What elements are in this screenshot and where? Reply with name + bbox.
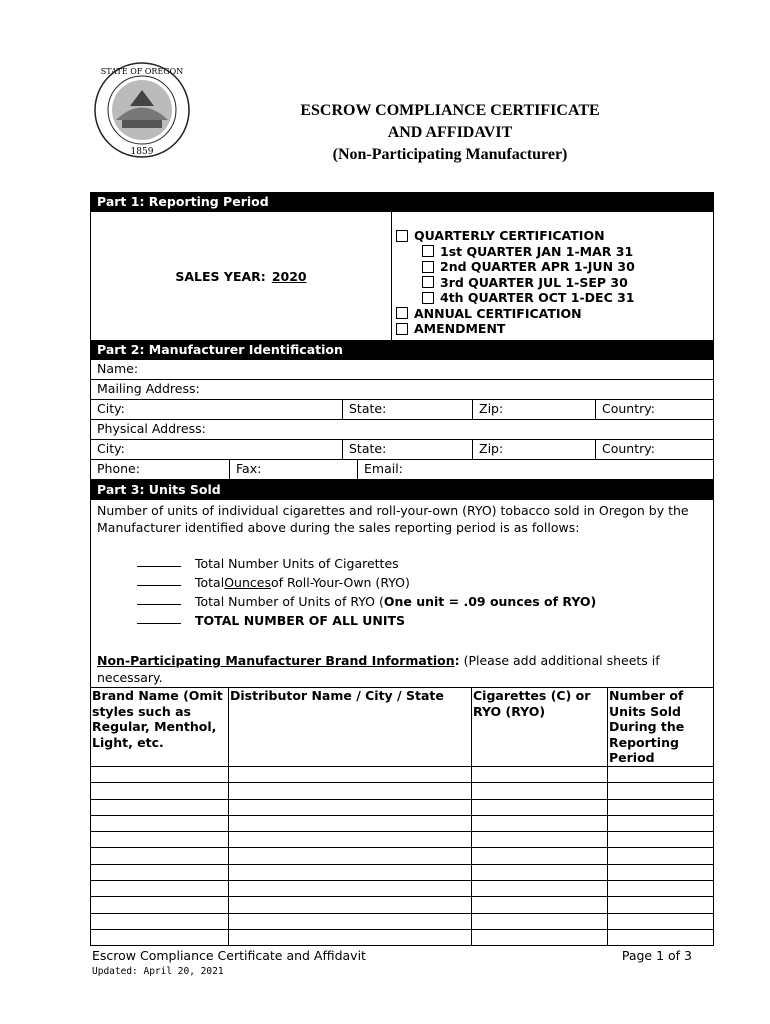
mailing-country-field[interactable]: Country: — [602, 401, 655, 416]
table-cell[interactable] — [472, 815, 608, 831]
table-cell[interactable] — [608, 848, 714, 864]
certification-options — [392, 212, 713, 340]
table-cell[interactable] — [229, 848, 472, 864]
table-cell[interactable] — [608, 767, 714, 783]
table-cell[interactable] — [608, 913, 714, 929]
table-cell[interactable] — [608, 799, 714, 815]
email-field[interactable]: Email: — [364, 461, 403, 476]
part1-heading: Part 1: Reporting Period — [90, 192, 714, 212]
document-title: ESCROW COMPLIANCE CERTIFICATE AND AFFIDAVIT (Non-Participating Manufacturer) — [300, 102, 600, 163]
part2-heading: Part 2: Manufacturer Identification — [90, 340, 714, 360]
physical-address-field[interactable]: Physical Address: — [97, 421, 206, 436]
total-units-input[interactable] — [137, 611, 181, 624]
table-cell[interactable] — [229, 913, 472, 929]
checkbox[interactable] — [396, 323, 408, 335]
table-cell[interactable] — [229, 881, 472, 897]
checkbox-label: 3rd QUARTER JUL 1-SEP 30 — [440, 274, 628, 290]
updated-date: Updated: April 20, 2021 — [92, 966, 224, 977]
svg-text:1859: 1859 — [130, 147, 154, 157]
certification-option[interactable] — [396, 306, 713, 322]
certification-option[interactable] — [396, 228, 713, 244]
cigarette-units-input[interactable] — [137, 554, 181, 567]
mailing-address-field[interactable]: Mailing Address: — [97, 381, 200, 396]
checkbox[interactable] — [396, 307, 408, 319]
sales-year: SALES YEAR: 2020 — [91, 212, 392, 340]
table-row — [91, 815, 714, 831]
checkbox[interactable] — [422, 245, 434, 257]
checkbox-label: QUARTERLY CERTIFICATION — [414, 228, 605, 243]
reporting-period — [90, 212, 714, 340]
certification-option[interactable] — [396, 290, 713, 306]
physical-zip-field[interactable]: Zip: — [473, 440, 596, 459]
table-row — [91, 832, 714, 848]
mailing-city-field[interactable]: City: — [91, 400, 343, 419]
table-cell[interactable] — [91, 897, 229, 913]
state-seal-logo — [92, 60, 192, 160]
checkbox[interactable] — [422, 276, 434, 288]
table-cell[interactable] — [91, 783, 229, 799]
checkbox[interactable] — [422, 261, 434, 273]
table-cell[interactable] — [608, 864, 714, 880]
ryo-units-input[interactable] — [137, 592, 181, 605]
checkbox[interactable] — [422, 292, 434, 304]
page-number: Page 1 of 3 — [621, 948, 692, 963]
table-cell[interactable] — [472, 864, 608, 880]
brand-name-header: Brand Name (Omit styles such as Regular, Menthol, Light, etc. — [91, 688, 229, 767]
table-cell[interactable] — [91, 929, 229, 945]
table-cell[interactable] — [472, 767, 608, 783]
table-cell[interactable] — [472, 783, 608, 799]
brand-info-note: Non-Participating Manufacturer Brand Information: (Please add additional sheets if necessary. — [97, 653, 660, 685]
certification-option[interactable] — [396, 275, 713, 291]
table-cell[interactable] — [229, 832, 472, 848]
product-type-header: Cigarettes (C) or RYO (RYO) — [472, 688, 608, 767]
table-cell[interactable] — [472, 913, 608, 929]
table-cell[interactable] — [472, 832, 608, 848]
checkbox-label: 1st QUARTER JAN 1-MAR 31 — [440, 243, 634, 259]
table-cell[interactable] — [608, 897, 714, 913]
units-sold-header: Number of Units Sold During the Reporting Period — [608, 688, 714, 767]
mailing-state-field[interactable]: State: — [343, 400, 473, 419]
table-cell[interactable] — [91, 815, 229, 831]
table-row — [91, 913, 714, 929]
table-row — [91, 767, 714, 783]
ryo-ounces-input[interactable] — [137, 573, 181, 586]
table-row — [91, 799, 714, 815]
part3-heading: Part 3: Units Sold — [90, 480, 714, 500]
table-cell[interactable] — [472, 799, 608, 815]
certification-option[interactable] — [396, 244, 713, 260]
units-intro: Number of units of individual cigarettes and roll-your-own (RYO) tobacco sold in Oregon by the Manufacturer identified above during the sales reporting period is as follows: — [97, 503, 689, 535]
physical-city-field[interactable]: City: — [91, 440, 343, 459]
table-cell[interactable] — [91, 913, 229, 929]
table-cell[interactable] — [91, 881, 229, 897]
units-sold: Number of units of individual cigarettes and roll-your-own (RYO) tobacco sold in Oregon by the Manufacturer identified above during the sales reporting period is as follows: Total Number Units of Cigarettes Total Ounces of Roll-Your-Own (RYO) Total Number of Units of RYO ( One unit = .09 ounces of RYO) TOTAL NUMBER OF ALL UNITS Non-Participating Manufacturer Brand Information: (Please add additional sheets if necessary. — [90, 500, 714, 687]
table-cell[interactable] — [608, 783, 714, 799]
table-cell[interactable] — [608, 881, 714, 897]
checkbox-label: AMENDMENT — [414, 321, 506, 336]
phone-field[interactable]: Phone: — [91, 460, 230, 479]
checkbox[interactable] — [396, 230, 408, 242]
table-cell[interactable] — [472, 881, 608, 897]
physical-country-field[interactable]: Country: — [602, 441, 655, 456]
sales-year-value[interactable]: 2020 — [271, 268, 307, 284]
table-cell[interactable] — [229, 783, 472, 799]
table-cell[interactable] — [608, 929, 714, 945]
table-row — [91, 783, 714, 799]
name-field[interactable]: Name: — [97, 361, 139, 376]
table-row — [91, 897, 714, 913]
table-cell[interactable] — [229, 767, 472, 783]
distributor-header: Distributor Name / City / State — [229, 688, 472, 767]
page-footer: Escrow Compliance Certificate and Affidavit Page 1 of 3 — [92, 948, 692, 963]
table-cell[interactable] — [91, 799, 229, 815]
table-cell[interactable] — [472, 929, 608, 945]
table-cell[interactable] — [229, 897, 472, 913]
certification-option[interactable] — [396, 259, 713, 275]
table-cell[interactable] — [472, 897, 608, 913]
table-cell[interactable] — [229, 929, 472, 945]
certification-option[interactable] — [396, 321, 713, 337]
table-cell[interactable] — [91, 848, 229, 864]
table-cell[interactable] — [91, 767, 229, 783]
table-cell[interactable] — [608, 832, 714, 848]
checkbox-label: ANNUAL CERTIFICATION — [414, 305, 582, 321]
brand-table — [90, 687, 714, 946]
table-cell[interactable] — [229, 864, 472, 880]
checkbox-label: 4th QUARTER OCT 1-DEC 31 — [440, 290, 635, 305]
checkbox-label: 2nd QUARTER APR 1-JUN 30 — [440, 259, 635, 274]
table-row — [91, 848, 714, 864]
table-row — [91, 929, 714, 945]
table-row — [91, 864, 714, 880]
table-row — [91, 881, 714, 897]
physical-state-field[interactable]: State: — [343, 440, 473, 459]
table-cell[interactable] — [229, 799, 472, 815]
certificate-form — [90, 192, 714, 946]
table-cell[interactable] — [472, 848, 608, 864]
svg-text:STATE OF OREGON: STATE OF OREGON — [100, 67, 184, 76]
table-cell[interactable] — [91, 832, 229, 848]
mailing-zip-field[interactable]: Zip: — [473, 400, 596, 419]
table-cell[interactable] — [608, 815, 714, 831]
table-cell[interactable] — [91, 864, 229, 880]
fax-field[interactable]: Fax: — [230, 460, 358, 479]
table-cell[interactable] — [229, 815, 472, 831]
